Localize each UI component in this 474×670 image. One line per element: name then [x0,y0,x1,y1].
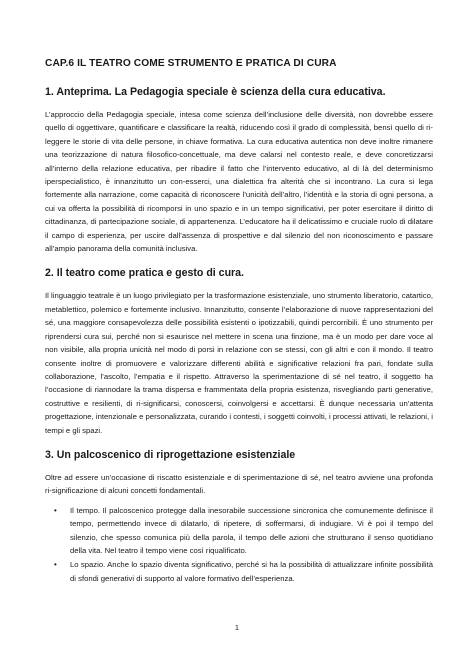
section-paragraph: Il linguaggio teatrale è un luogo privilegiato per la trasformazione esistenziale, uno strumento liberatorio, catartico, metablettico, polemico e fortemente inclusivo. Innanzitutto, consente l’elaborazione di nuove rappresentazioni del sé, una maggiore consapevolezza delle possibilità esistenti o ipotizzabili, quindi percorribili. È uno strumento per riprendersi cura sui, perché non si esaurisce nel mettere in scena una finzione, ma è un modo per dare voce al non visibile, alla propria unicità nel modo di porsi in relazione con se stessi, con gli altri e con il mondo. Il teatro consente inoltre di promuovere e valorizzare differenti abilità e significative relazioni fra pari, fondate sulla collaborazione, l’ascolto, l’empatia e il rispetto. Attraverso la sperimentazione di sé nel teatro, il soggetto ha l’occasione di riannodare la trama dispersa e frammentata della propria esistenza, risvegliando parti generative, costruttive e resilienti, di ri-significarsi, conoscersi, coinvolgersi e accettarsi. È dunque necessaria un’attenta progettazione, intenzionale e personalizzata, curando i contesti, i soggetti coinvolti, i processi attivati, le relazioni, i tempi e gli spazi. [45,291,433,435]
list-item-text: Lo spazio. Anche lo spazio diventa significativo, perché si ha la possibilità di attualizzare infinite possibilità di sfondi generativi di supporto al valore formativo dell’esperienza. [70,560,433,583]
chapter-title: CAP.6 IL TEATRO COME STRUMENTO E PRATICA DI CURA [45,58,337,69]
section-1 [45,86,433,255]
bullet-list [45,504,433,585]
section-3 [45,449,433,585]
list-item [45,558,433,585]
list-item [45,504,433,558]
bullet-icon: • [54,560,57,570]
section-heading: 3. Un palcoscenico di riprogettazione esistenziale [45,448,296,461]
section-paragraph: Oltre ad essere un’occasione di riscatto esistenziale e di sperimentazione di sé, nel teatro avviene una profonda ri-significazione di alcuni concetti fondamentali. [45,472,433,496]
list-item-text: Il tempo. Il palcoscenico protegge dalla inesorabile successione sincronica che comunemente definisce il tempo, permettendo invece di dilatarlo, di ripetere, di soffermarsi, di indugiare. Vi è poi il tempo del silenzio, che spesso comunica più della parola, il tempo delle azioni che strutturano il senso quotidiano della vita. Nel teatro il tempo viene così riqualificato. [70,505,433,555]
bullet-icon: • [54,505,57,515]
page-number: 1 [234,623,240,632]
section-heading: 2. Il teatro come pratica e gesto di cura. [45,267,244,280]
section-paragraph: L’approccio della Pedagogia speciale, intesa come scienza dell’inclusione delle diversità, non dovrebbe essere quello di oggettivare, quantificare e classificare la realtà, riducendo così il grado di complessità, bensì quello di ri-leggere le storie di vita delle persone, in chiave formativa. La cura educativa autentica non deve inoltre rimanere una teorizzazione di natura filosofico-concettuale, ma deve calarsi nel contesto reale, e deve concretizzarsi all’interno della relazione educativa, per ribadire il fatto che l’intervento educativo, al di là del determinismo iperspecialistico, è innanzitutto un con-esserci, una dialettica fra alterità che si incontrano. La cura si lega fortemente alla narrazione, come capacità di riconoscere l’unicità dell’altro, l’identità e la storia di ogni persona, a cui va offerta la possibilità di ricomporsi in uno spazio e in un tempo significativi, per poter esercitare il diritto di cittadinanza, di partecipazione sociale, di appartenenza. L’educatore ha il delicatissimo e cruciale ruolo di dilatare il campo di esperienza, per uscire dall’assenza di prospettive e dal silenzio del non riconoscimento e passare all’ampio panorama della comunità inclusiva. [45,110,433,254]
section-heading: 1. Anteprima. La Pedagogia speciale è scienza della cura educativa. [45,86,386,98]
document-page [45,58,433,586]
section-2 [45,267,433,436]
